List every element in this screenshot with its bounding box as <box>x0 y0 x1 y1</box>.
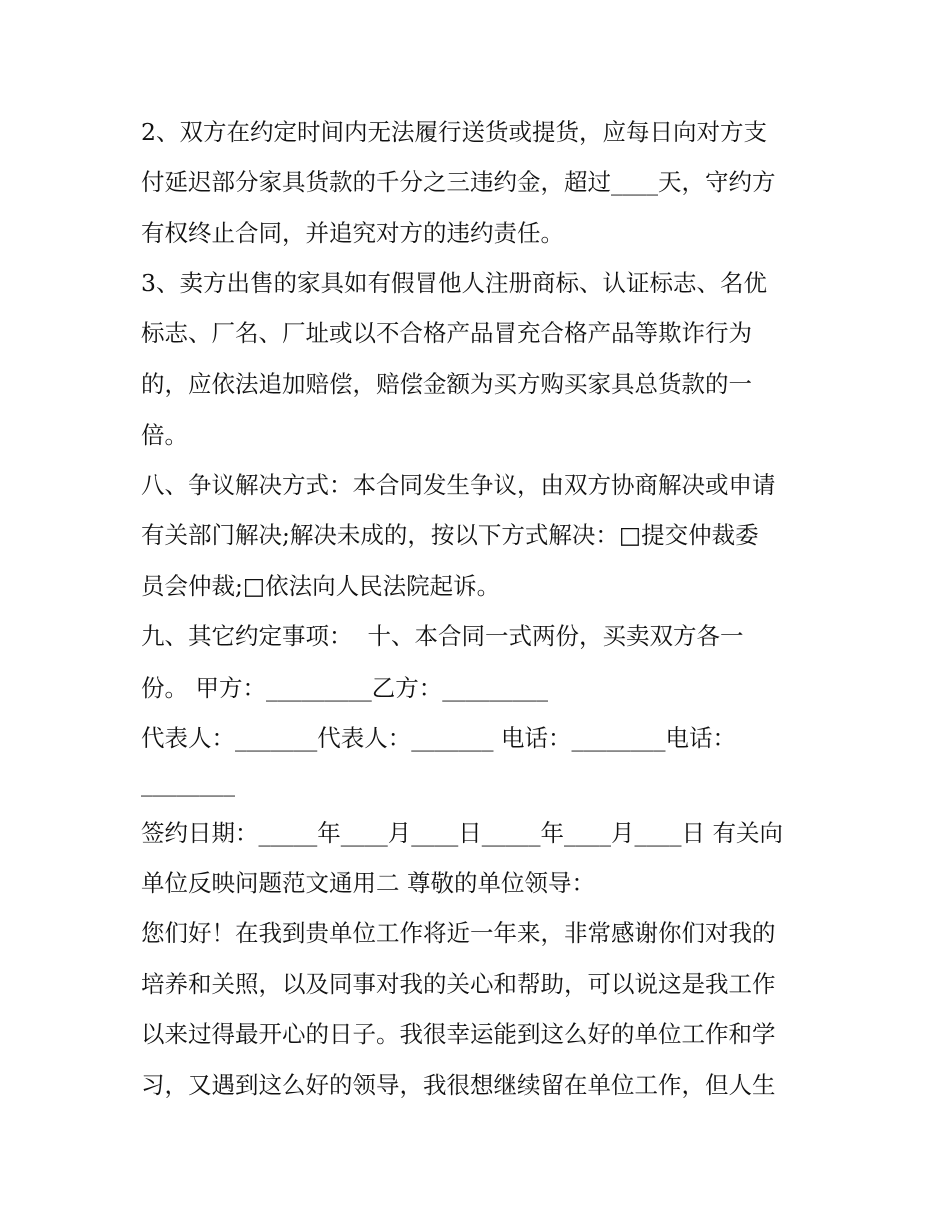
text-line: 培养和关照，以及同事对我的关心和帮助，可以说这是我工作 <box>141 970 776 998</box>
text-line: 有关部门解决;解决未成的，按以下方式解决：□提交仲裁委 <box>141 521 759 549</box>
text-line: 单位反映问题范文通用二 尊敬的单位领导： <box>141 869 595 897</box>
text-line: 3、卖方出售的家具如有假冒他人注册商标、认证标志、名优 <box>141 269 767 297</box>
text-line: 2、双方在约定时间内无法履行送货或提货，应每日向对方支 <box>141 118 767 146</box>
text-line: 的，应依法追加赔偿，赔偿金额为买方购买家具总货款的一 <box>141 370 752 398</box>
text-line: 八、争议解决方式：本合同发生争议，由双方协商解决或申请 <box>141 471 776 499</box>
text-line: 您们好！在我到贵单位工作将近一年来，非常感谢你们对我的 <box>141 919 776 947</box>
text-line: 员会仲裁;□依法向人民法院起诉。 <box>141 572 501 600</box>
text-line: 以来过得最开心的日子。我很幸运能到这么好的单位工作和学 <box>141 1020 776 1048</box>
text-line: 标志、厂名、厂址或以不合格产品冒充合格产品等欺诈行为 <box>141 319 752 347</box>
text-line: 习，又遇到这么好的领导，我很想继续留在单位工作，但人生 <box>141 1071 776 1099</box>
text-line: 代表人：_______代表人：_______ 电话：________电话： <box>141 724 736 752</box>
text-line: 签约日期：_____年____月____日_____年____月____日 有关向 <box>141 819 783 847</box>
text-line: 有权终止合同，并追究对方的违约责任。 <box>141 219 564 247</box>
text-line: ________ <box>141 769 235 797</box>
text-line: 九、其它约定事项： 十、本合同一式两份，买卖双方各一 <box>141 622 744 650</box>
text-line: 份。 甲方：_________乙方：_________ <box>141 674 548 702</box>
text-line: 倍。 <box>141 421 188 449</box>
text-line: 付延迟部分家具货款的千分之三违约金，超过____天，守约方 <box>141 168 776 196</box>
